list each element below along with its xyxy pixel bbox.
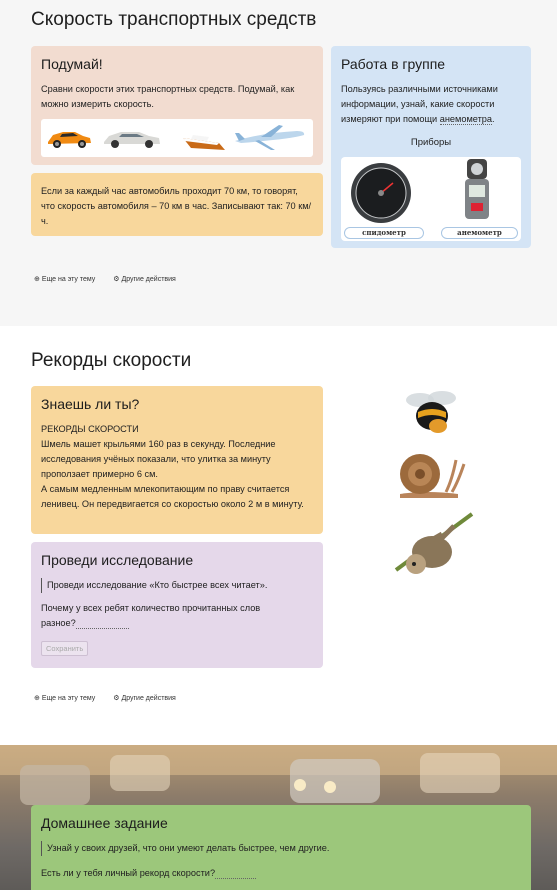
answer-field[interactable] <box>76 618 130 629</box>
sloth-icon <box>392 512 476 580</box>
research-quote: Проведи исследование «Кто быстрее всех читает». <box>41 578 313 593</box>
card-text: А самым медленным млекопитающим по праву считается ленивец. Он передвигается со скоростью около 2 м в минуту. <box>41 484 304 509</box>
card-heading: Знаешь ли ты? <box>41 396 140 412</box>
card-heading: Домашнее задание <box>41 815 168 831</box>
think-card <box>31 46 323 165</box>
card-heading: Проведи исследование <box>41 552 194 568</box>
fact-card <box>31 173 323 236</box>
answer-field[interactable] <box>215 868 256 879</box>
save-button[interactable]: Сохранить <box>41 641 88 656</box>
devices-image <box>341 157 521 241</box>
snail-icon <box>396 450 466 500</box>
more-on-topic-link[interactable]: ⊕ Еще на эту тему <box>34 695 96 702</box>
bumblebee-icon <box>402 388 462 438</box>
more-on-topic-link[interactable]: ⊕ Еще на эту тему <box>34 276 96 283</box>
section-vehicle-speed <box>0 0 557 326</box>
homework-card <box>31 805 531 890</box>
card-text: Сравни скорости этих транспортных средств. Подумай, как можно измерить скорость. <box>41 84 295 109</box>
speedometer-icon <box>349 161 413 225</box>
section-links <box>34 275 192 283</box>
devices-caption: Приборы <box>410 137 452 148</box>
card-text: Шмель машет крыльями 160 раз в секунду. Последние исследования учёных показали, что улитка за минуту проползает примерно 6 см. <box>41 439 276 479</box>
anemometer-link[interactable]: анемометра <box>439 114 493 124</box>
card-heading: Работа в группе <box>341 56 446 72</box>
other-actions-link[interactable]: ⚙ Другие действия <box>113 276 176 283</box>
homework-quote: Узнай у своих друзей, что они умеют делать быстрее, чем другие. <box>41 841 521 856</box>
anemometer-label: анемометр <box>441 227 518 239</box>
other-actions-link[interactable]: ⚙ Другие действия <box>113 695 176 702</box>
did-you-know-card <box>31 386 323 534</box>
section-speed-records <box>0 326 557 745</box>
anemometer-icon <box>459 159 495 223</box>
section-title: Скорость транспортных средств <box>31 9 317 30</box>
sedan-icon <box>101 123 163 151</box>
research-question: Почему у всех ребят количество прочитанных слов разное? <box>41 603 261 628</box>
airplane-icon <box>231 123 307 153</box>
card-heading: Подумай! <box>41 56 103 72</box>
group-work-card <box>331 46 531 248</box>
vehicles-image <box>41 119 313 157</box>
homework-question: Есть ли у тебя личный рекорд скорости? <box>41 866 521 881</box>
card-text: Если за каждый час автомобиль проходит 70 км, то говорят, что скорость автомобиля – 70 км в час. Записывают так: 70 км/ч. <box>41 186 312 226</box>
section-title: Рекорды скорости <box>31 350 192 371</box>
section-links <box>34 694 192 702</box>
research-card <box>31 542 323 668</box>
section-homework <box>0 745 557 890</box>
boat-icon <box>179 123 227 153</box>
card-subheading: РЕКОРДЫ СКОРОСТИ <box>41 424 139 434</box>
speedometer-label: спидометр <box>344 227 424 239</box>
sports-car-icon <box>45 123 93 151</box>
card-text: Пользуясь различными источниками информации, узнай, какие скорости измеряют при помощи анемометра. <box>341 84 498 124</box>
